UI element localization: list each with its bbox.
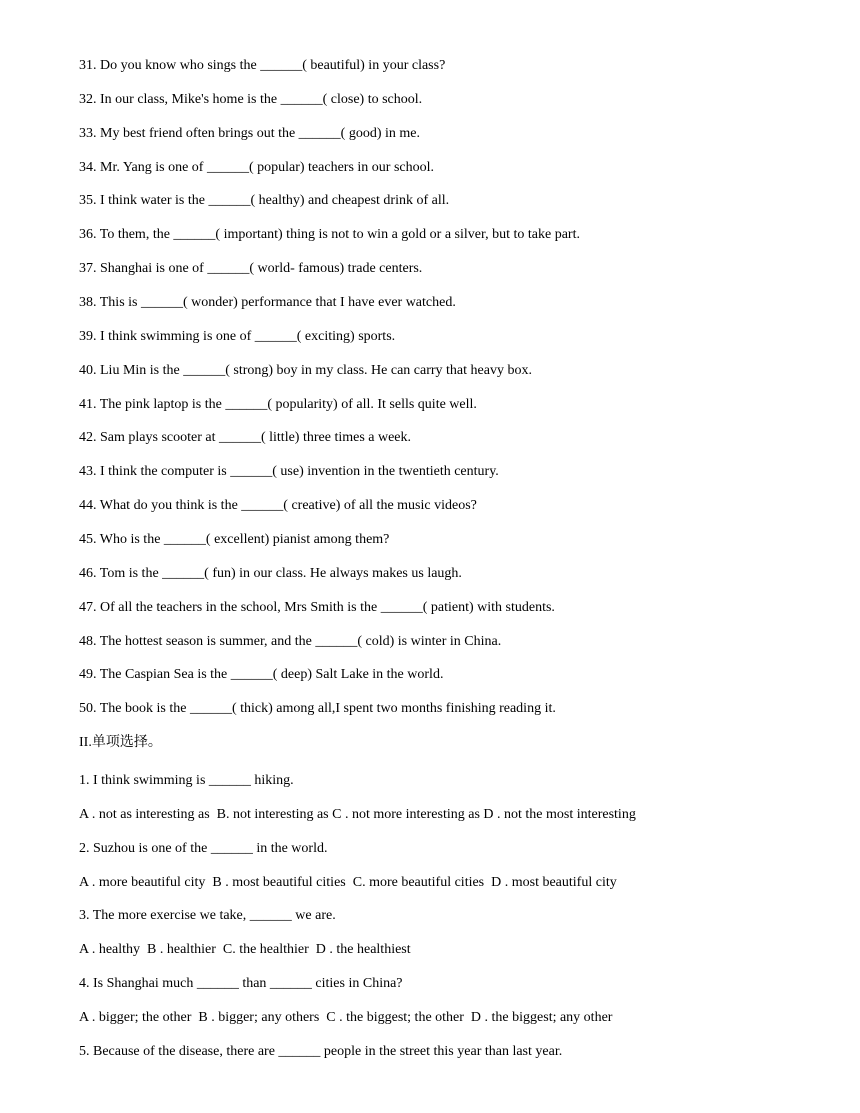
question-38: 38. This is ______( wonder) performance that I have ever watched. xyxy=(79,295,456,310)
section-heading: II.单项选择。 xyxy=(79,735,162,750)
question-44: 44. What do you think is the ______( creative) of all the music videos? xyxy=(79,498,477,513)
question-34: 34. Mr. Yang is one of ______( popular) teachers in our school. xyxy=(79,160,435,175)
question-31: 31. Do you know who sings the ______( beautiful) in your class? xyxy=(79,58,446,73)
choice-question-4-options: A . bigger; the other B . bigger; any others C . the biggest; the other D . the biggest; any other xyxy=(79,1010,613,1025)
question-41: 41. The pink laptop is the ______( popularity) of all. It sells quite well. xyxy=(79,397,477,412)
question-32: 32. In our class, Mike's home is the ______( close) to school. xyxy=(79,92,423,107)
choice-question-2-options: A . more beautiful city B . most beautiful cities C. more beautiful cities D . most beautiful city xyxy=(79,875,617,890)
question-45: 45. Who is the ______( excellent) pianist among them? xyxy=(79,532,390,547)
choice-question-4-stem: 4. Is Shanghai much ______ than ______ cities in China? xyxy=(79,976,403,991)
choice-question-1-options: A . not as interesting as B. not interesting as C . not more interesting as D . not the most interesting xyxy=(79,807,636,822)
question-48: 48. The hottest season is summer, and the ______( cold) is winter in China. xyxy=(79,634,502,649)
question-49: 49. The Caspian Sea is the ______( deep) Salt Lake in the world. xyxy=(79,667,444,682)
choice-question-3-stem: 3. The more exercise we take, ______ we are. xyxy=(79,908,336,923)
question-35: 35. I think water is the ______( healthy) and cheapest drink of all. xyxy=(79,193,450,208)
choice-question-5-stem: 5. Because of the disease, there are ______ people in the street this year than last year. xyxy=(79,1044,563,1059)
question-43: 43. I think the computer is ______( use) invention in the twentieth century. xyxy=(79,464,499,479)
question-42: 42. Sam plays scooter at ______( little) three times a week. xyxy=(79,430,412,445)
question-33: 33. My best friend often brings out the ______( good) in me. xyxy=(79,126,421,141)
question-47: 47. Of all the teachers in the school, Mrs Smith is the ______( patient) with students. xyxy=(79,600,555,615)
question-36: 36. To them, the ______( important) thing is not to win a gold or a silver, but to take part. xyxy=(79,227,580,242)
choice-question-2-stem: 2. Suzhou is one of the ______ in the world. xyxy=(79,841,328,856)
choice-question-1-stem: 1. I think swimming is ______ hiking. xyxy=(79,773,294,788)
question-50: 50. The book is the ______( thick) among all,I spent two months finishing reading it. xyxy=(79,701,556,716)
question-46: 46. Tom is the ______( fun) in our class. He always makes us laugh. xyxy=(79,566,462,581)
question-40: 40. Liu Min is the ______( strong) boy in my class. He can carry that heavy box. xyxy=(79,363,532,378)
question-37: 37. Shanghai is one of ______( world- famous) trade centers. xyxy=(79,261,423,276)
choice-question-3-options: A . healthy B . healthier C. the healthier D . the healthiest xyxy=(79,942,411,957)
question-39: 39. I think swimming is one of ______( exciting) sports. xyxy=(79,329,396,344)
